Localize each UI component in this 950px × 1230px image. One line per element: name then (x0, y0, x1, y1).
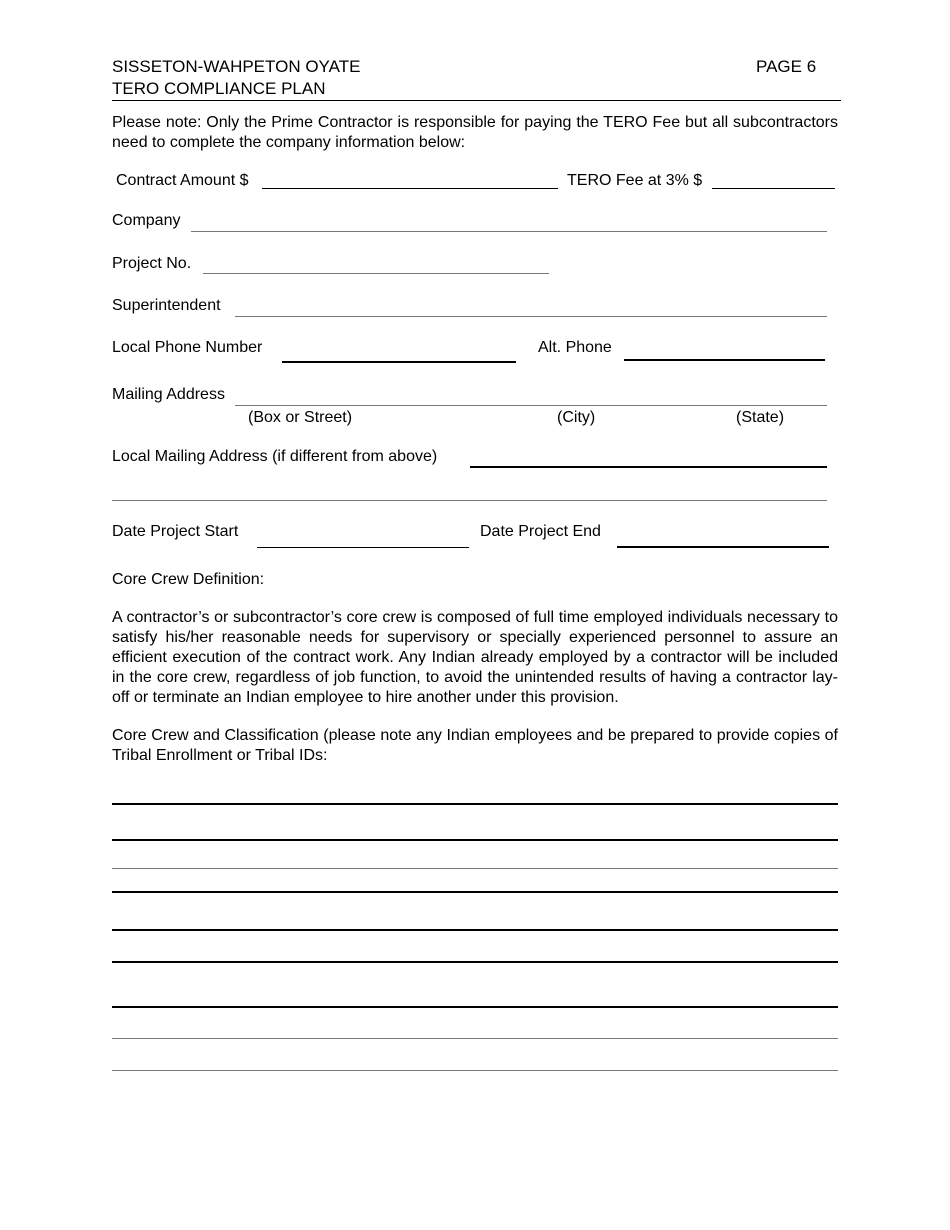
date-start-field[interactable] (257, 547, 469, 548)
answer-line[interactable] (112, 868, 838, 869)
answer-line[interactable] (112, 891, 838, 893)
answer-line[interactable] (112, 929, 838, 931)
city-caption: (City) (557, 409, 596, 426)
alt-phone-label: Alt. Phone (538, 339, 612, 356)
tero-fee-label: TERO Fee at 3% $ (567, 172, 703, 189)
local-mailing-address-field-line-2[interactable] (112, 500, 827, 501)
core-crew-classification-instructions: Core Crew and Classification (please note any Indian employees and be prepared to provide copies of Tribal Enrollment or Tribal IDs: (112, 727, 838, 764)
answer-line[interactable] (112, 1006, 838, 1008)
company-label: Company (112, 212, 181, 229)
superintendent-label: Superintendent (112, 297, 221, 314)
state-caption: (State) (736, 409, 785, 426)
date-start-label: Date Project Start (112, 523, 239, 540)
superintendent-field[interactable] (235, 316, 827, 317)
box-or-street-caption: (Box or Street) (248, 409, 353, 426)
local-mailing-address-label: Local Mailing Address (if different from above) (112, 448, 438, 465)
page-number: PAGE 6 (756, 57, 817, 76)
date-end-label: Date Project End (480, 523, 601, 540)
local-mailing-address-field[interactable] (470, 466, 827, 468)
project-number-field[interactable] (203, 273, 549, 274)
alt-phone-field[interactable] (624, 359, 825, 361)
company-field[interactable] (191, 231, 827, 232)
answer-line[interactable] (112, 961, 838, 963)
answer-line[interactable] (112, 1038, 838, 1039)
local-phone-label: Local Phone Number (112, 339, 263, 356)
local-phone-field[interactable] (282, 361, 516, 363)
organization-name: SISSETON-WAHPETON OYATE (112, 57, 361, 76)
contract-amount-label: Contract Amount $ (116, 172, 249, 189)
tero-fee-field[interactable] (712, 188, 835, 189)
answer-line[interactable] (112, 839, 838, 841)
mailing-address-label: Mailing Address (112, 386, 225, 403)
date-end-field[interactable] (617, 546, 829, 548)
contract-amount-field[interactable] (262, 188, 558, 189)
project-number-label: Project No. (112, 255, 192, 272)
answer-line[interactable] (112, 1070, 838, 1071)
core-crew-heading: Core Crew Definition: (112, 571, 265, 588)
document-title: TERO COMPLIANCE PLAN (112, 79, 326, 98)
mailing-address-field[interactable] (235, 405, 827, 406)
note-paragraph: Please note: Only the Prime Contractor is responsible for paying the TERO Fee but all subcontractors need to complete the company information below: (112, 114, 838, 151)
core-crew-definition: A contractor’s or subcontractor’s core crew is composed of full time employed individuals necessary to satisfy his/her reasonable needs for supervisory or specially experienced personnel to assure an efficient execution of the contract work. Any Indian already employed by a contractor will be included in the core crew, regardless of job function, to avoid the unintended results of having a contractor lay-off or terminate an Indian employee to hire another under this provision. (112, 609, 838, 706)
header-rule (112, 100, 841, 101)
answer-line[interactable] (112, 803, 838, 805)
